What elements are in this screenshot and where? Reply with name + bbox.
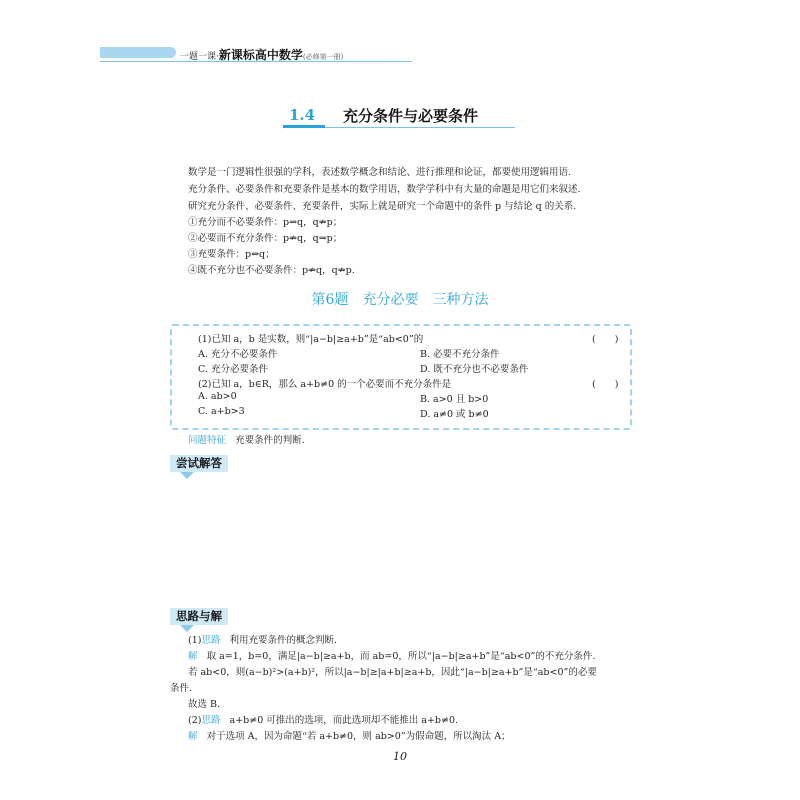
section-title: 充分条件与必要条件 bbox=[343, 107, 479, 125]
problem-title: 第6题 充分必要 三种方法 bbox=[311, 292, 489, 308]
intro-line: ③充要条件：p⇔q； bbox=[188, 249, 275, 260]
q2-option-b: B. a>0 且 b>0 bbox=[420, 394, 489, 405]
solution-line bbox=[188, 712, 458, 726]
running-header bbox=[180, 46, 343, 63]
intro-line: 充分条件、必要条件和充要条件是基本的数学用语，数学学科中有大量的命题是用它们来叙述. bbox=[188, 184, 581, 195]
solution-line: 条件. bbox=[170, 683, 193, 694]
title-accent-rule bbox=[283, 125, 325, 128]
solution-tag: 解 bbox=[188, 651, 198, 662]
idea-text: 利用充要条件的概念判断. bbox=[229, 635, 338, 646]
intro-line: ②必要而不充分条件：p⇏q，q⇒p； bbox=[188, 233, 343, 244]
intro-line: 研究充分条件、必要条件、充要条件，实际上就是研究一个命题中的条件 p 与结论 q 的关系. bbox=[188, 201, 577, 212]
q2-stem: (2)已知 a，b∈R，那么 a+b≠0 的一个必要而不充分条件是 bbox=[198, 379, 452, 390]
idea-text: a+b≠0 可推出的选项，而此选项却不能推出 a+b≠0. bbox=[229, 715, 459, 726]
q1-option-c: C. 充分必要条件 bbox=[198, 364, 268, 375]
header-title: 新课标高中数学 bbox=[218, 48, 303, 62]
solution-line: 若 ab<0，则(a−b)²>(a+b)²，所以|a−b|≥|a+b|≥a+b，因此“|a−b|≥a+b”是“ab<0”的必要 bbox=[188, 667, 597, 678]
q2-answer-paren: ( ) bbox=[592, 379, 619, 390]
solution-line: 故选 B. bbox=[188, 699, 221, 710]
badge-pointer bbox=[180, 472, 194, 479]
solution-line bbox=[188, 648, 595, 662]
solution-tag: 解 bbox=[188, 731, 198, 742]
badge-pointer bbox=[180, 625, 194, 632]
q2-option-d: D. a≠0 或 b≠0 bbox=[420, 409, 489, 420]
solution-line bbox=[188, 632, 337, 646]
q1-option-a: A. 充分不必要条件 bbox=[198, 349, 278, 360]
intro-line: ①充分而不必要条件：p⇒q，q⇏p； bbox=[188, 217, 343, 228]
page-number: 10 bbox=[393, 750, 407, 763]
idea-tag: 思路 bbox=[201, 715, 221, 726]
solution-line bbox=[188, 728, 511, 742]
feature-label: 问题特征 bbox=[188, 435, 227, 446]
section-number: 1.4 bbox=[289, 106, 316, 124]
intro-line: ④既不充分也不必要条件：p⇏q，q⇏p. bbox=[188, 265, 355, 276]
header-series: 一题一课· bbox=[180, 52, 219, 62]
part-label: (2) bbox=[188, 715, 202, 726]
solution-text: 对于选项 A，因为命题“若 a+b≠0，则 ab>0”为假命题，所以淘汰 A； bbox=[206, 731, 511, 742]
part-label: (1) bbox=[188, 635, 202, 646]
header-volume: (必修第一册) bbox=[302, 53, 344, 61]
feature-text: 充要条件的判断. bbox=[235, 435, 305, 446]
problem-feature bbox=[188, 432, 305, 446]
q2-option-c: C. a+b>3 bbox=[198, 406, 245, 417]
try-answer-badge: 尝试解答 bbox=[170, 455, 228, 472]
solution-badge: 思路与解 bbox=[170, 608, 228, 625]
q2-option-a: A. ab>0 bbox=[198, 391, 237, 402]
q1-stem: (1)已知 a，b 是实数，则“|a−b|≥a+b”是“ab<0”的 bbox=[198, 334, 424, 345]
q1-option-d: D. 既不充分也不必要条件 bbox=[420, 364, 529, 375]
header-band bbox=[100, 47, 176, 58]
intro-line: 数学是一门逻辑性很强的学科，表述数学概念和结论、进行推理和论证，都要使用逻辑用语. bbox=[188, 167, 572, 178]
q1-option-b: B. 必要不充分条件 bbox=[420, 349, 500, 360]
solution-text: 取 a=1，b=0，满足|a−b|≥a+b，而 ab=0，所以“|a−b|≥a+b”是“ab<0”的不充分条件. bbox=[206, 651, 596, 662]
idea-tag: 思路 bbox=[201, 635, 221, 646]
q1-answer-paren: ( ) bbox=[592, 334, 619, 345]
